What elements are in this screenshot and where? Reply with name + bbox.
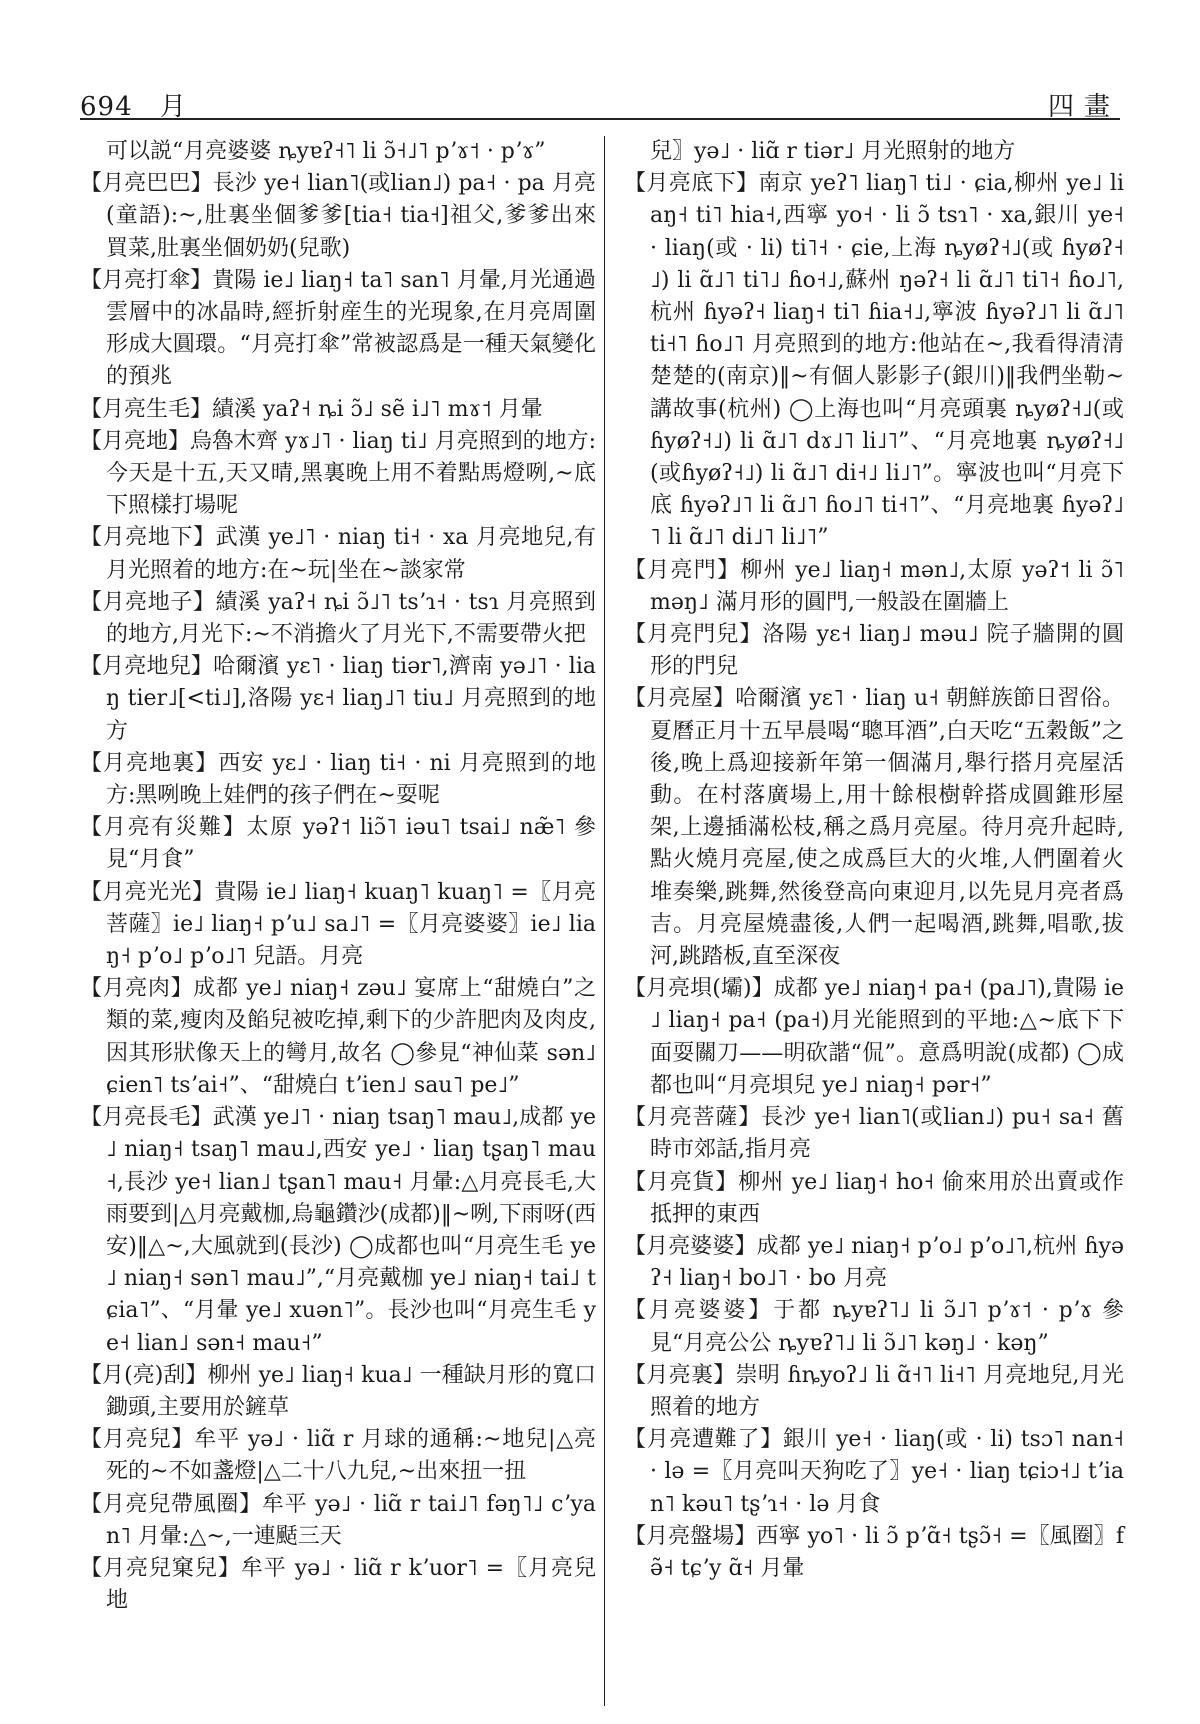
page-header bbox=[80, 80, 1120, 120]
column-divider bbox=[604, 136, 605, 1706]
dictionary-entry: 【月亮菩薩】長沙 ye˧ lian˥(或lian˩) pu˧ sa˧ 舊時市郊話,指月亮 bbox=[624, 1105, 1124, 1163]
dictionary-entry: 【月亮地下】武漢 ye˩˥ · niaŋ ti˧ · xa 月亮地兒,有月光照着的地方:在~玩|坐在~談家常 bbox=[80, 525, 596, 583]
header-rule bbox=[80, 118, 1120, 120]
dictionary-entry: 【月亮地裏】西安 yɛ˩ · liaŋ ti˧ · ni 月亮照到的地方:黑咧晚上娃們的孩子們在~耍呢 bbox=[80, 750, 596, 809]
dictionary-entry: 【月亮兒帶風圈】牟平 yə˩ · liɑ̃ r tai˩˥ fəŋ˥˩ cʼyan˥ 月暈:△~,一連颳三天 bbox=[80, 1491, 596, 1549]
dictionary-entry: 【月亮遭難了】銀川 ye˧ · liaŋ(或 · li) tsɔ˥ nan˧ · lə =〖月亮叫天狗吃了〗ye˧ · liaŋ tɕiɔ˧˩ tʼian˥ kəu˥ tʂʼɿ˧ · lə 月食 bbox=[624, 1427, 1124, 1517]
section-heading: 四畫 bbox=[1047, 92, 1120, 122]
dictionary-entry: 【月亮肉】成都 ye˩ niaŋ˧ zəu˩ 宴席上“甜燒白”之類的菜,瘦肉及餡兒被吃掉,剩下的少許肥肉及肉皮,因其形狀像天上的彎月,故名 ◯參見“神仙菜 sən˩ ɕien˥ tsʼai˧”、“甜燒白 tʼien˩ sau˥ pe˩” bbox=[80, 976, 596, 1098]
left-column bbox=[80, 136, 596, 1617]
dictionary-entry: 【月亮打傘】貴陽 ie˩ liaŋ˧ ta˥ san˥ 月暈,月光通過雲層中的冰晶時,經折射産生的光現象,在月亮周圍形成大圓環。“月亮打傘”常被認爲是一種天氣變化的預兆 bbox=[80, 267, 596, 390]
dictionary-entry: 【月亮生毛】績溪 yaʔ˧ ȵi ɔ̃˩ sẽ i˩˥ mɤ˦ 月暈 bbox=[80, 396, 543, 422]
dictionary-entry: 【月亮有災難】太原 yəʔ˦ liɔ̃˥ iəu˥ tsai˩ næ̃˥ 參見“月食” bbox=[80, 815, 596, 873]
dictionary-entry: 【月亮兒】牟平 yə˩ · liɑ̃ r 月球的通稱:~地兒|△亮死的~不如盞燈|△二十八九兒,~出來扭一扭 bbox=[80, 1427, 596, 1485]
dictionary-entry: 【月(亮)刮】柳州 ye˩ liaŋ˧ kua˩ 一種缺月形的寬口鋤頭,主要用於鏟草 bbox=[80, 1362, 596, 1420]
dictionary-entry: 【月亮門兒】洛陽 yɛ˧ liaŋ˩ məu˩ 院子牆開的圓形的門兒 bbox=[624, 622, 1124, 680]
page-number: 694 bbox=[80, 92, 133, 122]
dictionary-entry: 【月亮垻(壩)】成都 ye˩ niaŋ˧ pa˧ (pa˩˥),貴陽 ie˩ liaŋ˧ pa˧ (pa˧)月光能照到的平地:△~底下下面耍關刀——明砍諧“侃”。意爲明說(成都) ◯成都也叫“月亮垻兒 ye˩ niaŋ˧ pər˧” bbox=[624, 976, 1124, 1098]
dictionary-entry: 【月亮兒窠兒】牟平 yə˩ · liɑ̃ r kʼuor˥ =〖月亮兒地 bbox=[80, 1555, 596, 1614]
dictionary-entry: 【月亮地子】績溪 yaʔ˧ ȵi ɔ̃˩˥ tsʼɿ˧ · tsɿ 月亮照到的地方,月光下:~不消擔火了月光下,不需要帶火把 bbox=[80, 589, 596, 648]
radical-heading: 月 bbox=[159, 92, 187, 122]
dictionary-entry: 【月亮巴巴】長沙 ye˧ lian˥(或lian˩) pa˧ · pa 月亮(童語):~,肚裏坐個爹爹[tia˧ tia˧]祖父,爹爹出來買菜,肚裏坐個奶奶(兒歌) bbox=[80, 171, 596, 261]
dictionary-entry: 【月亮婆婆】于都 ȵyɐʔ˥˩ li ɔ̃˩˥ pʼɤ˦ · pʼɤ 參見“月亮公公 ȵyɐʔ˥˩ li ɔ̃˩˥ kəŋ˩ · kəŋ” bbox=[624, 1298, 1124, 1356]
dictionary-entry: 可以説“月亮婆婆 ȵyɐʔ˧˥ li ɔ̃˧˩˥ pʼɤ˦ · pʼɤ” bbox=[106, 139, 546, 164]
dictionary-entry: 【月亮屋】哈爾濱 yɛ˥ · liaŋ u˧ 朝鮮族節日習俗。夏曆正月十五早晨喝“聰耳酒”,白天吃“五穀飯”之後,晚上爲迎接新年第一個滿月,舉行搭月亮屋活動。在村落廣場上,用十餘根樹幹搭成圓錐形屋架,上邊插滿松枝,稱之爲月亮屋。待月亮升起時,點火燒月亮屋,使之成爲巨大的火堆,人們圍着火堆奏樂,跳舞,然後登高向東迎月,以先見月亮者爲吉。月亮屋燒盡後,人們一起喝酒,跳舞,唱歌,拔河,跳踏板,直至深夜 bbox=[624, 686, 1124, 970]
dictionary-entry: 【月亮光光】貴陽 ie˩ liaŋ˧ kuaŋ˥ kuaŋ˥ =〖月亮菩薩〗ie˩ liaŋ˧ pʼu˩ sa˩˥ =〖月亮婆婆〗ie˩ liaŋ˧ pʼo˩ pʼo˩˥ 兒語。月亮 bbox=[80, 879, 596, 970]
dictionary-entry: 【月亮長毛】武漢 ye˩˥ · niaŋ tsaŋ˥ mau˩,成都 ye˩ niaŋ˧ tsaŋ˥ mau˩,西安 ye˩ · liaŋ tʂaŋ˥ mau˧,長沙 ye˧ lian˩ tʂan˥ mau˧ 月暈:△月亮長毛,大雨要到|△月亮戴枷,烏龜鑽沙(成都)‖~咧,下雨呀(西安)‖△~,大風就到(長沙) ◯成都也叫“月亮生毛 ye˩ niaŋ˧ sən˥ mau˩”,“月亮戴枷 ye˩ niaŋ˧ tai˩ tɕia˥”、“月暈 ye˩ xuən˥”。長沙也叫“月亮生毛 ye˧ lian˩ sən˧ mau˧” bbox=[80, 1105, 596, 1356]
dictionary-entry: 【月亮底下】南京 yeʔ˥ liaŋ˥ ti˩ · ɕia,柳州 ye˩ liaŋ˧ ti˥ hia˧,西寧 yo˧ · li ɔ̃ tsɿ˥ · xa,銀川 ye˧ · liaŋ(或 · li) ti˥˧ · ɕie,上海 ȵyøʔ˧˩(或 ɦyøʔ˧˩) li ɑ̃˩˥ ti˥˩ ɦo˧˩,蘇州 ŋəʔ˧ li ɑ̃˩˥ ti˥˧ ɦo˩˥,杭州 ɦyəʔ˧ liaŋ˧ ti˥ ɦia˧˩,寧波 ɦyəʔ˩˥ li ɑ̃˩˥ ti˧˥ ɦo˩˥ 月亮照到的地方:他站在~,我看得清清楚楚的(南京)‖~有個人影影子(銀川)‖我們坐勒~講故事(杭州) ◯上海也叫“月亮頭裏 ȵyøʔ˧˩(或ɦyøʔ˧˩) li ɑ̃˩˥ dɤ˩˥ li˩˥”、“月亮地裏 ȵyøʔ˧˩(或ɦyøʔ˧˩) li ɑ̃˩˥ di˧˩ li˩˥”。寧波也叫“月亮下底 ɦyəʔ˩˥ li ɑ̃˩˥ ɦo˩˥ ti˧˥”、“月亮地裏 ɦyəʔ˩˥ li ɑ̃˩˥ di˩˥ li˩˥” bbox=[624, 171, 1124, 551]
dictionary-entry: 【月亮裏】崇明 ɦȵyoʔ˩ li ɑ̃˧˥ li˧˥ 月亮地兒,月光照着的地方 bbox=[624, 1362, 1124, 1420]
dictionary-entry: 【月亮門】柳州 ye˩ liaŋ˧ mən˩,太原 yəʔ˦ li ɔ̃˥ məŋ˩ 滿月形的圓門,一般設在圍牆上 bbox=[624, 557, 1124, 615]
dictionary-entry: 【月亮地兒】哈爾濱 yɛ˥ · liaŋ tiər˥,濟南 yə˩˥ · liaŋ tier˩[<ti˩],洛陽 yɛ˧ liaŋ˩˥ tiu˩ 月亮照到的地方 bbox=[80, 654, 596, 744]
dictionary-entry: 兒〗yə˩ · liɑ̃ r tiər˩ 月光照射的地方 bbox=[650, 139, 1016, 164]
right-column bbox=[624, 136, 1124, 1585]
dictionary-entry: 【月亮地】烏魯木齊 yɤ˩˥ · liaŋ ti˩ 月亮照到的地方:今天是十五,天又晴,黑裏晚上用不着點馬燈咧,~底下照樣打場呢 bbox=[80, 428, 596, 519]
dictionary-entry: 【月亮婆婆】成都 ye˩ niaŋ˧ pʼo˩ pʼo˩˥,杭州 ɦyəʔ˧ liaŋ˧ bo˩˥ · bo 月亮 bbox=[624, 1233, 1124, 1292]
dictionary-entry: 【月亮盤場】西寧 yo˥ · li ɔ̃ pʼɑ̃˧ tʂɔ̃˧ =〖風圈〗f ə̃˧ tɕʼy ɑ̃˧ 月暈 bbox=[624, 1523, 1124, 1581]
dictionary-entry: 【月亮貨】柳州 ye˩ liaŋ˧ ho˧ 偷來用於出賣或作抵押的東西 bbox=[624, 1169, 1124, 1227]
